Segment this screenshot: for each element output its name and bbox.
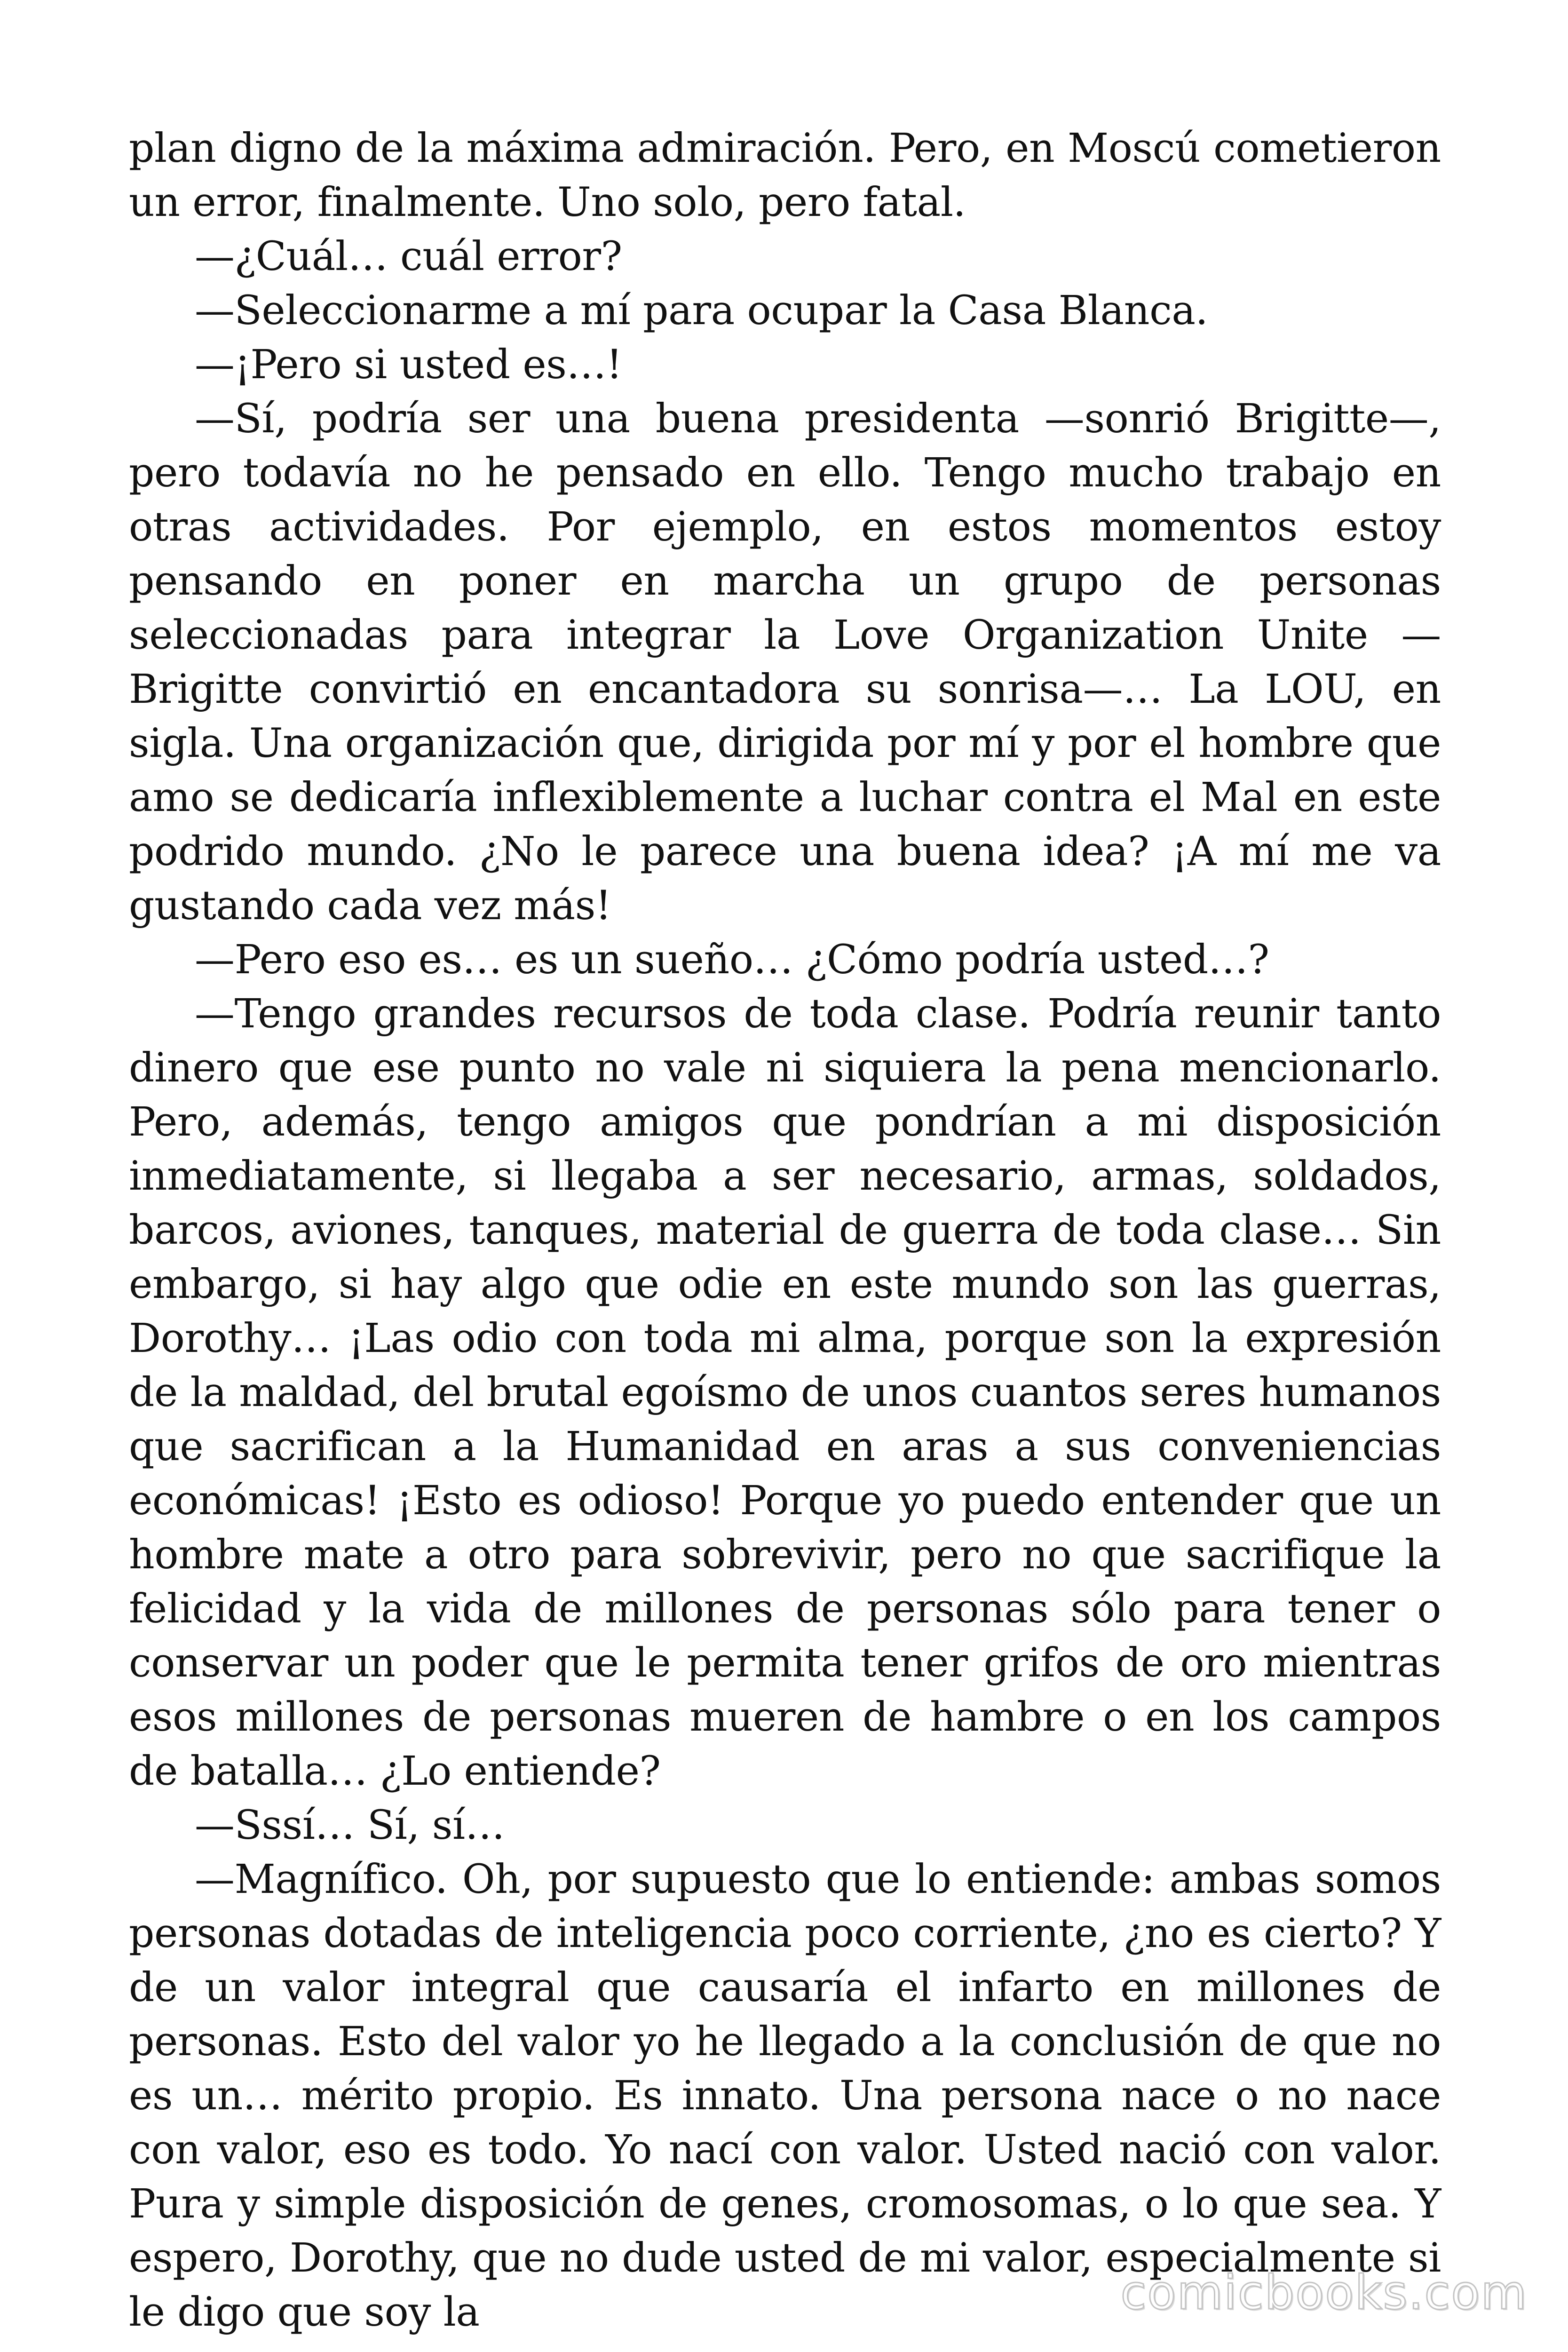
paragraph: —Tengo grandes recursos de toda clase. Podría reunir tanto dinero que ese punto no vale ni siquiera la pena mencionarlo. Pero, además, tengo amigos que pondrían a mi disposición inmediatamente, si llegaba a ser necesario, armas, soldados, barcos, aviones, tanques, material de guerra de toda clase… Sin embargo, si hay algo que odie en este mundo son las guerras, Dorothy… ¡Las odio con toda mi alma, porque son la expresión de la maldad, del brutal egoísmo de unos cuantos seres humanos que sacrifican a la Humanidad en aras a sus conveniencias económicas! ¡Esto es odioso! Porque yo puedo entender que un hombre mate a otro para sobrevivir, pero no que sacrifique la felicidad y la vida de millones de personas sólo para tener o conservar un poder que le permita tener grifos de oro mientras esos millones de personas mueren de hambre o en los campos de batalla… ¿Lo entiende? — [129, 991, 1441, 1795]
paragraph: —Sssí… Sí, sí… — [195, 1802, 505, 1849]
paragraph: —Pero eso es… es un sueño… ¿Cómo podría usted…? — [195, 937, 1269, 983]
paragraph: —Sí, podría ser una buena presidenta —sonrió Brigitte—, pero todavía no he pensado en ello. Tengo mucho trabajo en otras actividades. Por ejemplo, en estos momentos estoy pensando en poner en marcha un grupo de personas seleccionadas para integrar la Love Organization Unite —Brigitte convirtió en encantadora su sonrisa—… La LOU, en sigla. Una organización que, dirigida por mí y por el hombre que amo se dedicaría inflexiblemente a luchar contra el Mal en este podrido mundo. ¿No le parece una buena idea? ¡A mí me va gustando cada vez más! — [129, 396, 1441, 929]
watermark: comicbooks.com — [1120, 2265, 1528, 2320]
paragraph: —Magnífico. Oh, por supuesto que lo entiende: ambas somos personas dotadas de inteligencia poco corriente, ¿no es cierto? Y de un valor integral que causaría el infarto en millones de personas. Esto del valor yo he llegado a la conclusión de que no es un… mérito propio. Es innato. Una persona nace o no nace con valor, eso es todo. Yo nací con valor. Usted nació con valor. Pura y simple disposición de genes, cromosomas, o lo que sea. Y espero, Dorothy, que no dude usted de mi valor, especialmente si le digo que soy la — [129, 1856, 1441, 2336]
paragraph: plan digno de la máxima admiración. Pero, en Moscú cometieron un error, finalmente. Uno solo, pero fatal. — [129, 125, 1441, 226]
book-page — [129, 121, 1441, 2339]
paragraph: —Seleccionarme a mí para ocupar la Casa Blanca. — [195, 287, 1208, 334]
paragraph: —¡Pero si usted es…! — [195, 342, 622, 388]
paragraph: —¿Cuál… cuál error? — [195, 233, 622, 280]
